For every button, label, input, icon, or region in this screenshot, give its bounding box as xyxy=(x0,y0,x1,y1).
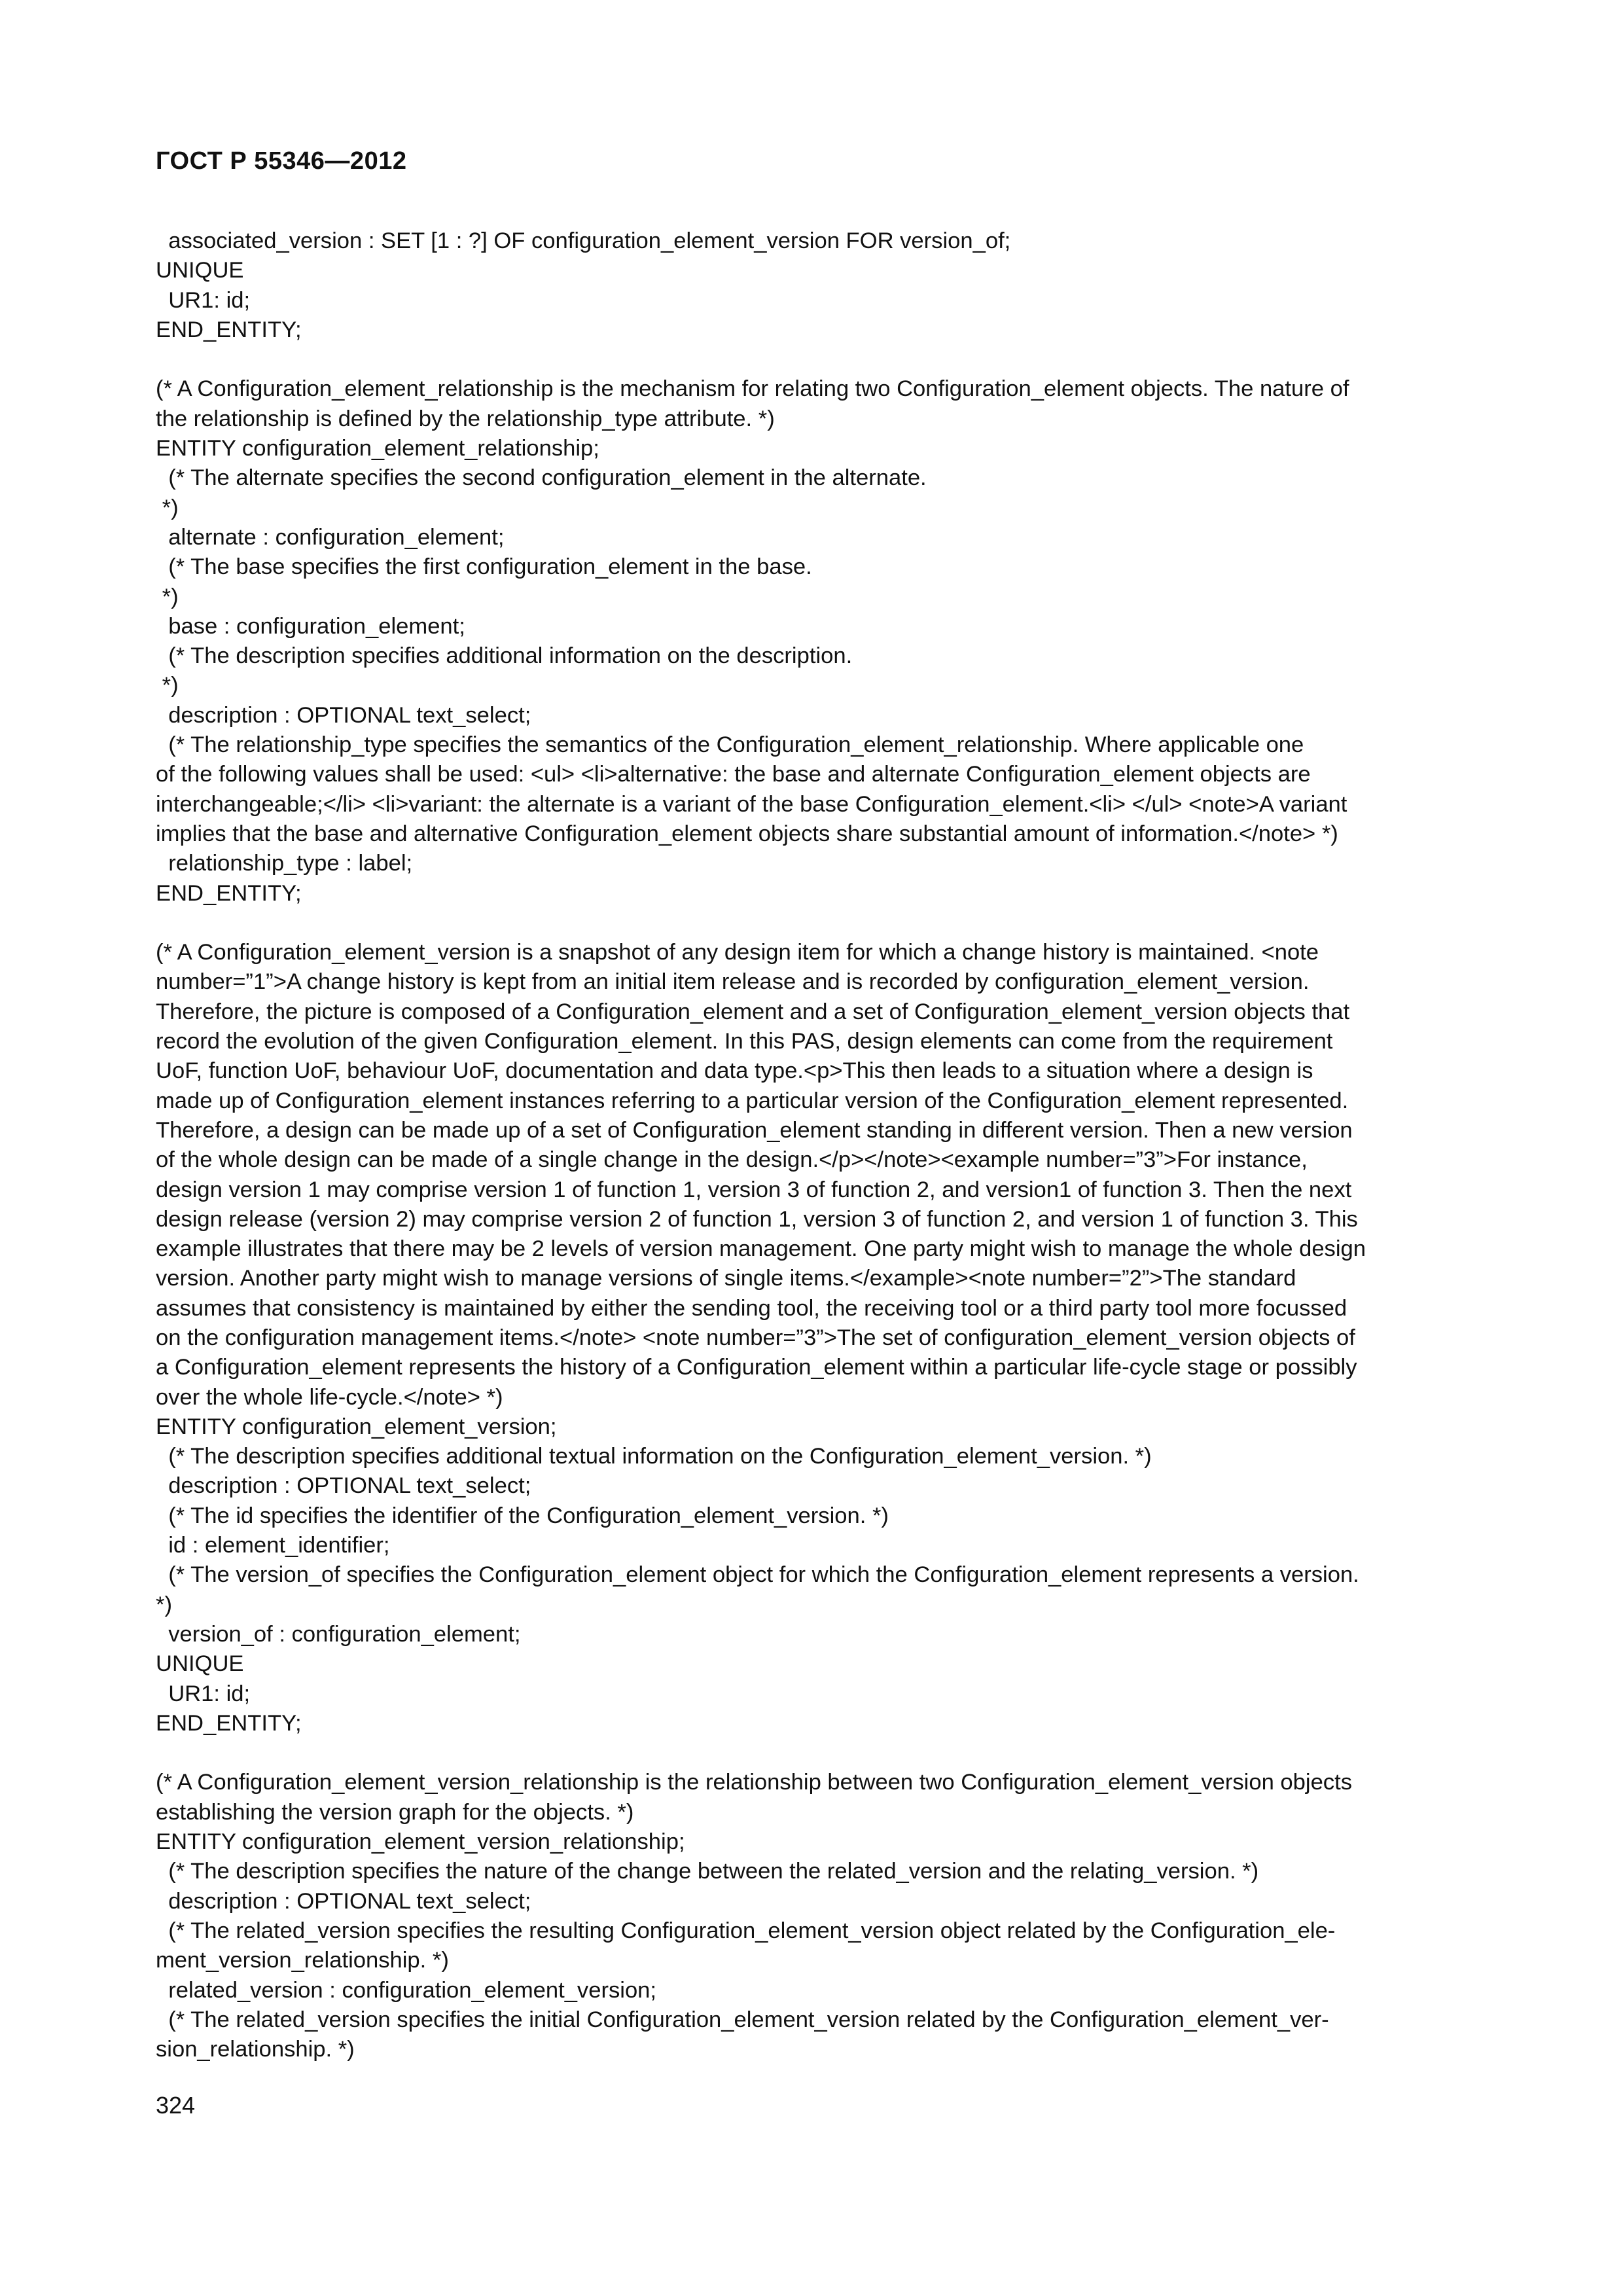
text-line: (* The base specifies the first configuration_element in the base. xyxy=(156,554,812,580)
document-page xyxy=(156,0,1497,2296)
text-line: *) xyxy=(156,1592,172,1617)
text-line: UNIQUE xyxy=(156,1651,244,1677)
text-line: alternate : configuration_element; xyxy=(156,524,505,550)
text-line: END_ENTITY; xyxy=(156,1710,302,1736)
text-line: (* The related_version specifies the initial Configuration_element_version related by the Configuration_element_ver- xyxy=(156,2007,1329,2032)
page-number: 324 xyxy=(156,2092,196,2119)
text-line: Therefore, the picture is composed of a Configuration_element and a set of Configuration_element_version objects that xyxy=(156,999,1350,1024)
text-line: description : OPTIONAL text_select; xyxy=(156,702,531,728)
text-line: (* The alternate specifies the second configuration_element in the alternate. xyxy=(156,465,927,491)
text-line: description : OPTIONAL text_select; xyxy=(156,1473,531,1499)
text-line: design release (version 2) may comprise version 2 of function 1, version 3 of function 2, and version 1 of function 3. This xyxy=(156,1206,1358,1232)
text-line: version. Another party might wish to manage versions of single items.</example><note number=”2”>The standard xyxy=(156,1266,1296,1291)
text-line: *) xyxy=(156,495,179,520)
text-line: (* The version_of specifies the Configuration_element object for which the Configuration_element represents a version. xyxy=(156,1562,1359,1588)
text-line: on the configuration management items.</note> <note number=”3”>The set of configuration_element_version objects of xyxy=(156,1325,1355,1350)
text-line: ENTITY configuration_element_version_relationship; xyxy=(156,1829,685,1855)
text-line: of the whole design can be made of a single change in the design.</p></note><example number=”3”>For instance, xyxy=(156,1147,1308,1173)
text-line: (* A Configuration_element_relationship is the mechanism for relating two Configuration_element objects. The nature of xyxy=(156,376,1349,402)
text-line: Therefore, a design can be made up of a set of Configuration_element standing in different version. Then a new version xyxy=(156,1117,1353,1143)
text-line xyxy=(156,908,1491,938)
text-line: (* The id specifies the identifier of the Configuration_element_version. *) xyxy=(156,1503,889,1528)
text-line: END_ENTITY; xyxy=(156,317,302,342)
text-line: ENTITY configuration_element_relationship; xyxy=(156,436,599,461)
text-line: made up of Configuration_element instances referring to a particular version of the Configuration_element represented. xyxy=(156,1088,1349,1113)
text-line: implies that the base and alternative Configuration_element objects share substantial amount of information.</note> *) xyxy=(156,821,1338,846)
text-line: *) xyxy=(156,584,179,609)
text-line: number=”1”>A change history is kept from an initial item release and is recorded by configuration_element_version. xyxy=(156,969,1310,995)
text-line: associated_version : SET [1 : ?] OF configuration_element_version FOR version_of; xyxy=(156,228,1011,253)
text-line: UNIQUE xyxy=(156,258,244,283)
text-line: sion_relationship. *) xyxy=(156,2037,355,2062)
text-line: (* The related_version specifies the resulting Configuration_element_version object related by the Configuration_ele- xyxy=(156,1918,1336,1943)
text-line: base : configuration_element; xyxy=(156,613,465,639)
text-line: related_version : configuration_element_version; xyxy=(156,1977,657,2003)
text-line: example illustrates that there may be 2 levels of version management. One party might wish to manage the whole design xyxy=(156,1236,1366,1262)
text-line: ment_version_relationship. *) xyxy=(156,1948,449,1973)
text-line: *) xyxy=(156,673,179,698)
text-line: design version 1 may comprise version 1 of function 1, version 3 of function 2, and version1 of function 3. Then the next xyxy=(156,1177,1352,1202)
text-line xyxy=(156,345,1491,374)
text-line: UoF, function UoF, behaviour UoF, documentation and data type.<p>This then leads to a situation where a design is xyxy=(156,1058,1313,1084)
text-line: version_of : configuration_element; xyxy=(156,1621,521,1647)
text-line: assumes that consistency is maintained by either the sending tool, the receiving tool or a third party tool more focussed xyxy=(156,1295,1347,1321)
text-line: a Configuration_element represents the history of a Configuration_element within a particular life-cycle stage or possibly xyxy=(156,1355,1357,1380)
text-line: record the evolution of the given Configuration_element. In this PAS, design elements can come from the requirement xyxy=(156,1029,1333,1054)
text-line: ENTITY configuration_element_version; xyxy=(156,1414,557,1439)
text-line: (* The description specifies additional information on the description. xyxy=(156,643,853,669)
text-line xyxy=(156,1738,1491,1768)
text-line: (* The relationship_type specifies the semantics of the Configuration_element_relationship. Where applicable one xyxy=(156,732,1304,758)
text-line: (* A Configuration_element_version_relationship is the relationship between two Configuration_element_version objects xyxy=(156,1770,1352,1795)
document-body xyxy=(156,226,1491,2064)
text-line: (* The description specifies the nature of the change between the related_version and the relating_version. *) xyxy=(156,1859,1259,1884)
text-line: UR1: id; xyxy=(156,287,251,313)
text-line: relationship_type : label; xyxy=(156,851,413,876)
text-line: id : element_identifier; xyxy=(156,1533,390,1558)
document-header: ГОСТ Р 55346—2012 xyxy=(156,147,407,175)
text-line: UR1: id; xyxy=(156,1681,251,1706)
text-line: (* The description specifies additional textual information on the Configuration_element_version. *) xyxy=(156,1444,1152,1469)
text-line: of the following values shall be used: <ul> <li>alternative: the base and alternate Configuration_element objects are xyxy=(156,762,1311,787)
text-line: END_ENTITY; xyxy=(156,880,302,906)
text-line: over the whole life-cycle.</note> *) xyxy=(156,1384,503,1410)
text-line: interchangeable;</li> <li>variant: the alternate is a variant of the base Configuration_element.<li> </ul> <note>A variant xyxy=(156,791,1347,817)
text-line: (* A Configuration_element_version is a snapshot of any design item for which a change history is maintained. <note xyxy=(156,940,1319,965)
text-line: description : OPTIONAL text_select; xyxy=(156,1888,531,1914)
text-line: establishing the version graph for the objects. *) xyxy=(156,1799,634,1825)
text-line: the relationship is defined by the relationship_type attribute. *) xyxy=(156,406,775,431)
